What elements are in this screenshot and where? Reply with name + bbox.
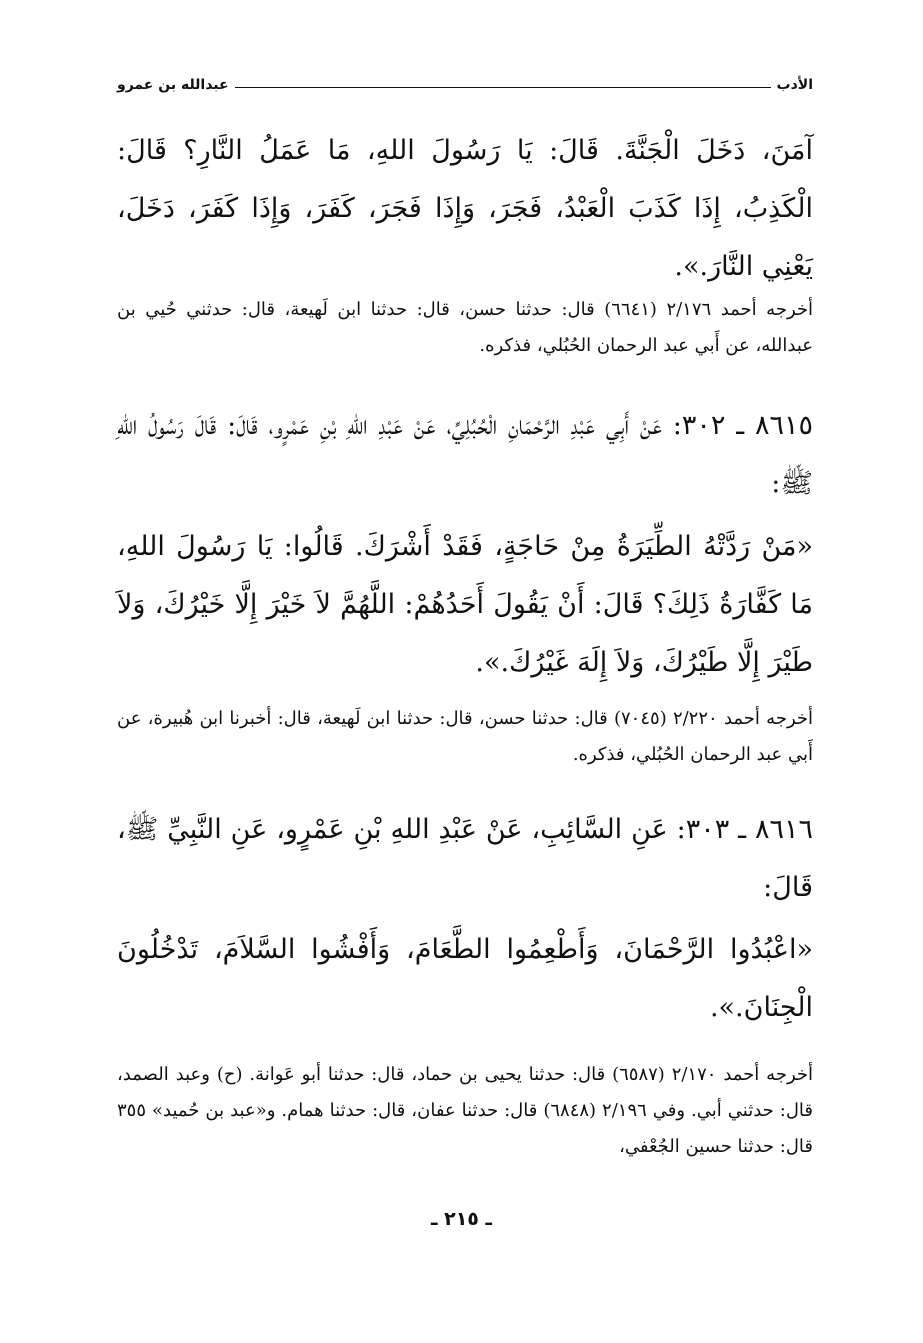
takhrij-note: أخرجه أحمد ٢/١٧٦ (٦٦٤١) قال: حدثنا حسن، قال: حدثنا ابن لَهيعة، قال: حدثني حُيي بن عبدالله، عن أَبي عبد الرحمان الحُبُلي، فذكره. (117, 299, 814, 356)
takhrij-note: أخرجه أحمد ٢/١٧٠ (٦٥٨٧) قال: حدثنا يحيى بن حماد، قال: حدثنا أبو عَوانة. (ح) وعبد الصمد، قال: حدثني أبي. وفي ٢/١٩٦ (٦٨٤٨) قال: حدثنا عفان، قال: حدثنا همام. و«عبد بن حُميد» ٣٥٥ قال: حدثنا حسين الجُعْفي، (117, 1064, 814, 1157)
hadith-matn: «اعْبُدُوا الرَّحْمَانَ، وَأَطْعِمُوا الطَّعَامَ، وَأَفْشُوا السَّلاَمَ، تَدْخُلُونَ الْجِنَانَ.». (117, 934, 813, 1023)
section-title: الأدب (776, 77, 813, 93)
hadith-text-continuation: آمَنَ، دَخَلَ الْجَنَّةَ. قَالَ: يَا رَسُولَ اللهِ، مَا عَمَلُ النَّارِ؟ قَالَ: الْكَذِبُ، إِذَا كَذَبَ الْعَبْدُ، فَجَرَ، وَإِذَا فَجَرَ، كَفَرَ، وَإِذَا كَفَرَ، دَخَلَ، يَعْنِي النَّارَ.». (117, 135, 813, 282)
hadith-isnad: ٨٦١٦ ـ ٣٠٣: عَنِ السَّائِبِ، عَنْ عَبْدِ اللهِ بْنِ عَمْرٍو، عَنِ النَّبِيِّ ﷺ، قَالَ: (117, 814, 813, 903)
chapter-title: عبدالله بن عمرو (117, 77, 229, 93)
header-rule (235, 87, 771, 88)
running-header (117, 72, 813, 98)
hadith-matn: «مَنْ رَدَّتْهُ الطِّيَرَةُ مِنْ حَاجَةٍ، فَقَدْ أَشْرَكَ. قَالُوا: يَا رَسُولَ اللهِ، مَا كَفَّارَةُ ذَلِكَ؟ قَالَ: أَنْ يَقُولَ أَحَدُهُمْ: اللَّهُمَّ لاَ خَيْرَ إِلَّا خَيْرُكَ، وَلاَ طَيْرَ إِلَّا طَيْرُكَ، وَلاَ إِلَهَ غَيْرُكَ.». (117, 531, 813, 678)
page-number: ـ ٢١٥ ـ (430, 1208, 492, 1230)
hadith-isnad: ٨٦١٥ ـ ٣٠٢: عَنْ أَبِي عَبْدِ الرَّحْمَانِ الْحُبُلِيِّ، عَنْ عَبْدِ اللهِ بْنِ عَمْرٍو، قَالَ: قَالَ رَسُولُ اللهِ ﷺ: (117, 410, 813, 499)
takhrij-note: أخرجه أحمد ٢/٢٢٠ (٧٠٤٥) قال: حدثنا حسن، قال: حدثنا ابن لَهيعة، قال: أخبرنا ابن هُبيرة، عن أَبي عبد الرحمان الحُبُلي، فذكره. (117, 708, 813, 765)
